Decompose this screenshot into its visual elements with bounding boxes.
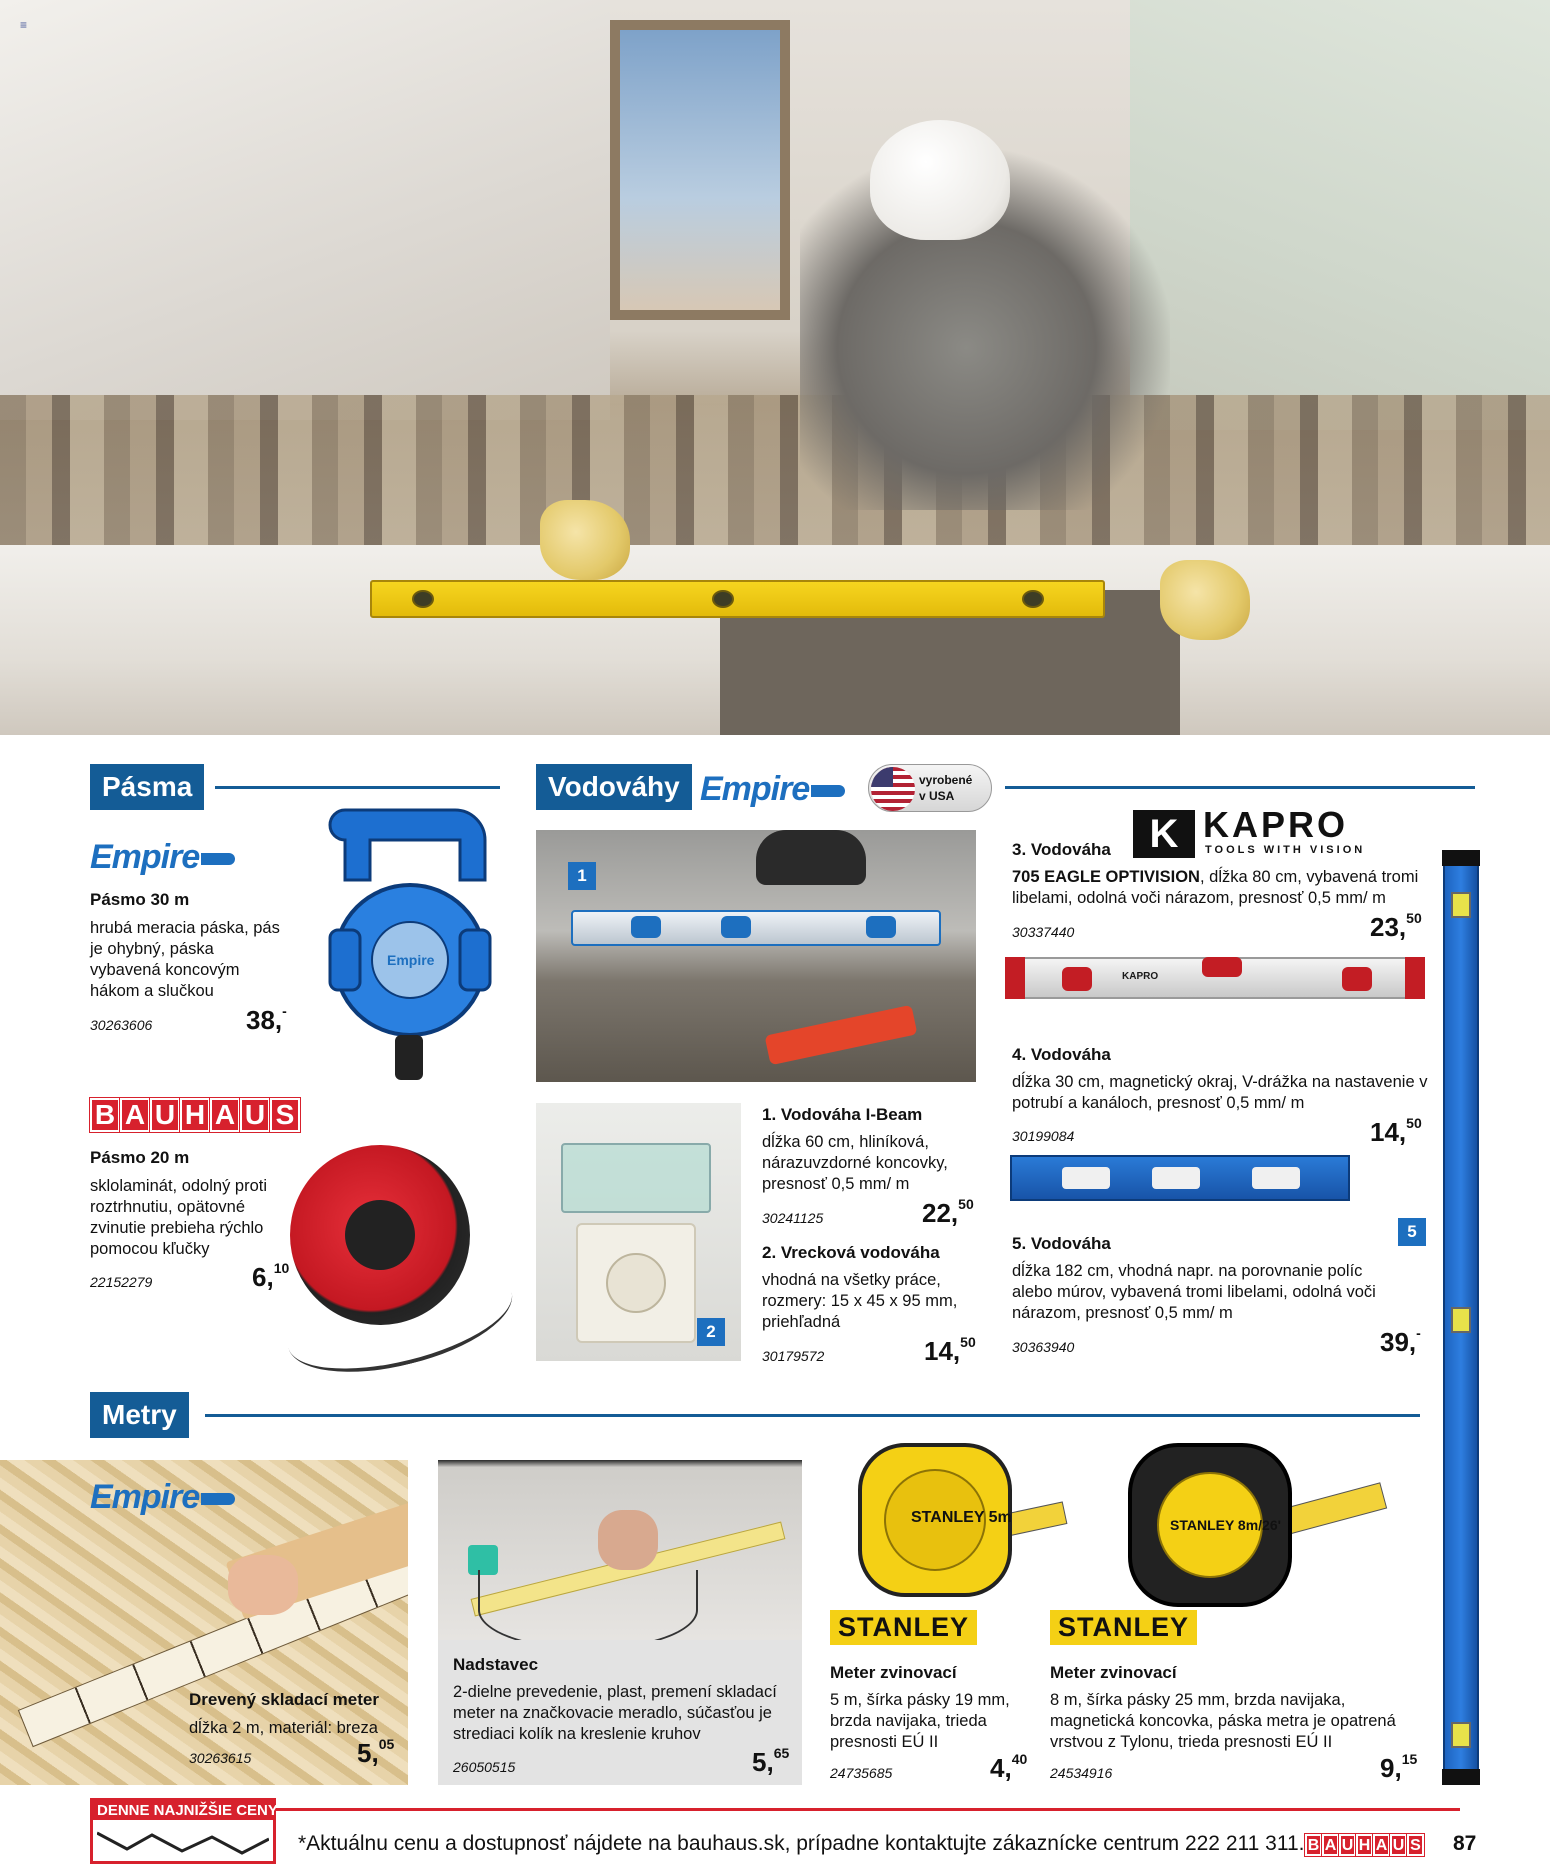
product-description: 705 EAGLE OPTIVISION, dĺžka 80 cm, vybavená tromi libelami, odolná voči nárazom, presnosť 0,5 mm/ m: [1012, 868, 1419, 907]
product-price: 23,50: [1370, 910, 1422, 942]
badge-text: vyrobené: [919, 773, 973, 787]
product-code: 24534916: [1050, 1765, 1113, 1781]
product-description: dĺžka 30 cm, magnetický okraj, V-drážka na nastavenie v potrubí a kanáloch, presnosť 0,5 mm/ m: [1012, 1073, 1428, 1112]
hero-wall-right: [1130, 0, 1550, 430]
section-divider: [215, 786, 500, 789]
bauhaus-letter: U: [1390, 1834, 1407, 1856]
product-code: 26050515: [453, 1759, 516, 1775]
bauhaus-letter: H: [1356, 1834, 1373, 1856]
hero-level-vial: [712, 590, 734, 608]
section-title-metry: Metry: [90, 1392, 189, 1438]
badge-text: DENNE NAJNIŽŠIE CENY: [93, 1801, 273, 1820]
stanley-logo: STANLEY: [1050, 1610, 1197, 1645]
product-code: 30179572: [762, 1348, 825, 1364]
bauhaus-letter: A: [1322, 1834, 1339, 1856]
usa-flag-icon: [871, 767, 915, 811]
tape-label: STANLEY 5m: [911, 1509, 1012, 1526]
product-title: 5. Vodováha: [1012, 1234, 1111, 1253]
product-price: 14,50: [1370, 1115, 1422, 1147]
product-number-badge: 1: [568, 862, 596, 890]
magnetic-level-image: [1010, 1155, 1350, 1201]
section-divider: [1005, 786, 1475, 789]
kapro-level-image: KAPRO: [1005, 957, 1425, 999]
level-ibeam-photo: [536, 830, 976, 1082]
product-description: 8 m, šírka pásky 25 mm, brzda navijaka, magnetická koncovka, páska metra je opatrená vrstvou z Tylonu, trieda presnosti EÚ II: [1050, 1691, 1396, 1751]
section-title-pasma: Pásma: [90, 764, 204, 810]
product-price: 22,50: [922, 1196, 974, 1228]
hero-wall-left: [0, 0, 610, 420]
product-description: 5 m, šírka pásky 19 mm, brzda navijaka, trieda presnosti EÚ II: [830, 1691, 1010, 1751]
price-trend-icon: [97, 1825, 269, 1859]
product-title: Pásmo 30 m: [90, 890, 190, 909]
hero-level-vial: [1022, 590, 1044, 608]
product-description: 2-dielne prevedenie, plast, premení skladací meter na značkovacie meradlo, súčasťou je strediaci kolík na kreslenie kruhov: [453, 1683, 777, 1743]
product-code: 30337440: [1012, 924, 1075, 940]
bauhaus-letter: U: [150, 1098, 180, 1132]
product-price: 5,05: [357, 1736, 395, 1768]
stanley-5m-tape-image: [855, 1440, 1070, 1605]
bauhaus-letter: A: [1373, 1834, 1390, 1856]
page-number: 87: [1453, 1832, 1477, 1855]
long-level-image: [1443, 850, 1479, 1785]
kapro-logo: K KAPRO TOOLS WITH VISION: [1133, 810, 1378, 862]
footer-note: *Aktuálnu cenu a dostupnosť nájdete na bauhaus.sk, prípadne kontaktujte zákaznícke centrum 222 211 311.: [298, 1832, 1305, 1855]
product-title: Drevený skladací meter: [189, 1690, 379, 1709]
section-divider: [205, 1414, 1420, 1417]
product-description: vhodná na všetky práce, rozmery: 15 x 45 x 95 mm, priehľadná: [762, 1271, 958, 1331]
product-code: 22152279: [90, 1274, 153, 1290]
footer-divider: [90, 1808, 1460, 1811]
product-code: 30263615: [189, 1750, 252, 1766]
product-title: Nadstavec: [453, 1655, 539, 1674]
svg-text:Empire: Empire: [387, 952, 435, 968]
product-price: 5,65: [752, 1745, 790, 1777]
hero-helmet: [870, 120, 1010, 240]
hero-window: [610, 20, 790, 320]
product-code: 30199084: [1012, 1128, 1075, 1144]
hero-image: [0, 0, 1550, 735]
product-title: Pásmo 20 m: [90, 1148, 190, 1167]
stanley-logo: STANLEY: [830, 1610, 977, 1645]
empire-logo: Empire: [700, 770, 845, 809]
empire-logo: Empire: [90, 1478, 235, 1517]
attachment-photo: [438, 1460, 802, 1640]
lowest-prices-badge: [90, 1798, 276, 1864]
product-title: 2. Vrecková vodováha: [762, 1243, 940, 1262]
product-code: 30241125: [762, 1210, 824, 1226]
product-number-badge: 5: [1398, 1218, 1426, 1246]
bauhaus-letter: H: [180, 1098, 210, 1132]
product-title: 4. Vodováha: [1012, 1045, 1111, 1064]
bauhaus-letter: A: [120, 1098, 150, 1132]
badge-text: v USA: [919, 789, 955, 803]
hero-glove-left: [540, 500, 630, 580]
stanley-8m-tape-image: [1125, 1440, 1390, 1610]
bauhaus-letter: A: [210, 1098, 240, 1132]
product-description: dĺžka 182 cm, vhodná napr. na porovnanie políc alebo múrov, vybavená tromi libelami, odolná voči nárazom, presnosť 0,5 mm/ m: [1012, 1262, 1376, 1322]
empire-logo: Empire: [90, 838, 235, 877]
product-description: hrubá meracia páska, pás je ohybný, páska vybavená koncovým hákom a slučkou: [90, 919, 280, 1000]
bauhaus-letter: S: [1407, 1834, 1424, 1856]
product-price: 4,40: [990, 1751, 1028, 1783]
product-description: dĺžka 60 cm, hliníková, nárazuvzdorné koncovky, presnosť 0,5 mm/ m: [762, 1133, 948, 1193]
tape-label: STANLEY 8m/26': [1170, 1517, 1281, 1533]
product-code: 30363940: [1012, 1339, 1075, 1355]
product-price: 39,-: [1380, 1325, 1421, 1357]
product-price: 38,-: [246, 1003, 287, 1035]
bauhaus-letter: U: [1339, 1834, 1356, 1856]
menu-icon[interactable]: ≡: [20, 18, 28, 32]
product-description: sklolaminát, odolný proti roztrhnutiu, opätovné zvinutie prebieha rýchlo pomocou kľučky: [90, 1177, 268, 1258]
product-title: Meter zvinovací: [1050, 1663, 1177, 1682]
hero-stone-wall: [0, 395, 1550, 565]
bauhaus-letter: B: [1305, 1834, 1322, 1856]
bauhaus-letter: U: [240, 1098, 270, 1132]
blue-tape-measure-image: [325, 800, 495, 1090]
bauhaus-logo: [90, 1098, 300, 1132]
hero-spirit-level: [370, 580, 1105, 618]
product-price: 6,10: [252, 1260, 290, 1292]
hero-glove-right: [1160, 560, 1250, 640]
product-title: 1. Vodováha I-Beam: [762, 1105, 923, 1124]
bauhaus-letter: S: [270, 1098, 300, 1132]
bauhaus-logo: [1305, 1834, 1424, 1856]
section-title-vodovahy: Vodováhy: [536, 764, 692, 810]
product-number-badge: 2: [697, 1318, 725, 1346]
made-in-usa-badge: [868, 764, 992, 812]
product-title: 3. Vodováha: [1012, 840, 1111, 859]
product-price: 14,50: [924, 1334, 976, 1366]
bauhaus-letter: B: [90, 1098, 120, 1132]
product-price: 9,15: [1380, 1751, 1418, 1783]
hero-level-vial: [412, 590, 434, 608]
product-title: Meter zvinovací: [830, 1663, 957, 1682]
product-description: dĺžka 2 m, materiál: breza: [189, 1719, 378, 1737]
product-code: 30263606: [90, 1017, 153, 1033]
product-code: 24735685: [830, 1765, 893, 1781]
